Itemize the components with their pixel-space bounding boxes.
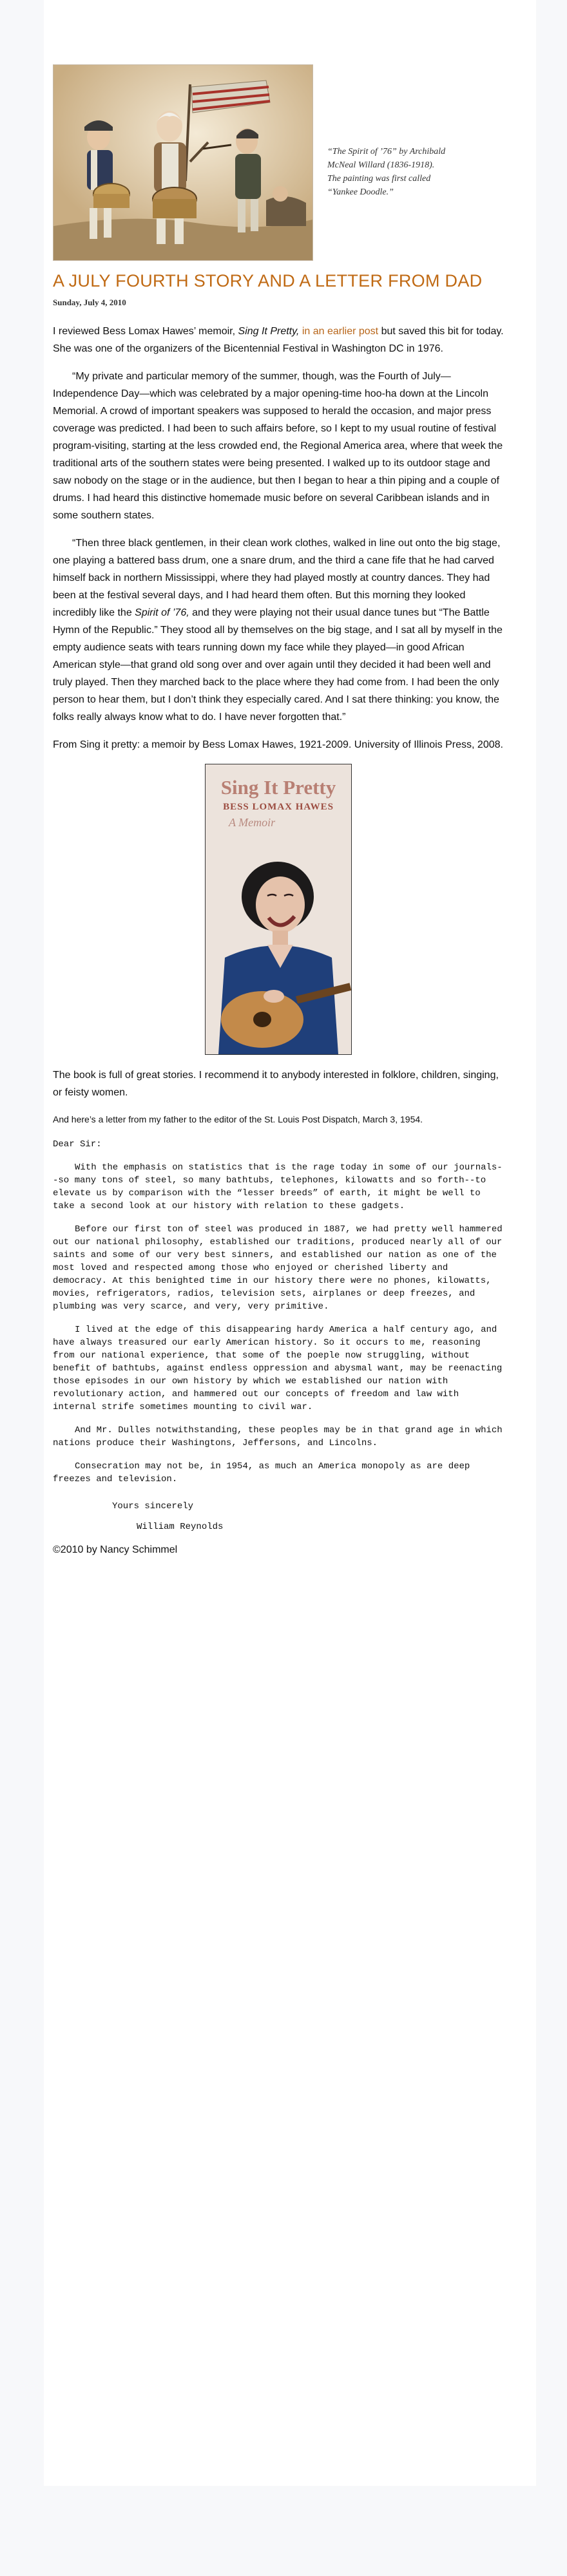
intro-text-c: but saved this bit for today. She was one of the organizers of the Bicentennial Festival in Washington DC in 1976. (53, 326, 504, 354)
post-date: Sunday, July 4, 2010 (53, 298, 126, 307)
book-cover-image (205, 764, 352, 1055)
letter-paragraph-2: Before our first ton of steel was produced in 1887, we had pretty well hammered out our national philosophy, established our traditions, produced nearly all of our saints and some of our very best sinners, and established our nation as one of the most loved and respected among those who enjoyed or cherished liberty and democracy. At this benighted time in our history there were no phones, kilowatts, movies, refrigerators, radios, television sets, airplanes or deep freezes, and plumbing was very scarce, and very, very primitive. (53, 1224, 503, 1312)
letter-paragraph-3: I lived at the edge of this disappearing hardy America a half century ago, and have always treasured our early American history. So it occurs to me, reasoning from our national experience, that some of the poeple now struggling, without benefit of bathtubs, against endless oppression and abysmal want, may be reenacting those episodes in our own history by which we established our nation with revolutionary action, and hammered out our concepts of freedom and law with internal strife sometimes mounting to civil war. (53, 1325, 503, 1412)
source-citation: From Sing it pretty: a memoir by Bess Lomax Hawes, 1921-2009. University of Illinois Press, 2008. (53, 739, 503, 750)
quote2-text-b: and they were playing not their usual dance tunes but “The Battle Hymn of the Republic.” They stood all by themselves on the big stage, and I sat all by myself in the empty audience seats with tears running down my face while they played—in good African American style—that grand old song over and over again until they decided it had been well and truly played. Then they marched back to the place where they had come from. I had been the only person to hear them, but I don’t think they especially cared. And I sat there thinking: you know, the folks really always know what to do. I have never forgotten that.” (53, 607, 503, 723)
intro-book-title: Sing It Pretty, (238, 326, 300, 337)
letter-signature: William Reynolds (137, 1522, 224, 1532)
quote-paragraph-2 (53, 535, 504, 726)
spirit-of-76-painting (53, 64, 313, 261)
earlier-post-link[interactable]: in an earlier post (302, 326, 379, 337)
intro-paragraph (53, 323, 504, 357)
letter-intro: And here’s a letter from my father to the editor of the St. Louis Post Dispatch, March 3, 1954. (53, 1114, 423, 1124)
copyright-notice: ©2010 by Nancy Schimmel (53, 1544, 178, 1555)
quote2-italic: Spirit of ’76, (135, 607, 189, 618)
letter-salutation: Dear Sir: (53, 1139, 102, 1150)
painting-caption: “The Spirit of ’76” by Archibald McNeal Willard (1836-1918). The painting was first called “Yankee Doodle.” (327, 147, 446, 197)
book-title: Sing It Pretty (220, 776, 336, 799)
quote2-text-a: “Then three black gentlemen, in their clean work clothes, walked in line out onto the big stage, one playing a battered bass drum, one a snare drum, and the third a cane fife that he had carved himself back in northern Mississippi, where they had played mostly at country dances. They had been at the festival several days, and I had heard them often. But this morning they looked incredibly like the (53, 538, 501, 618)
book-subtitle: A Memoir (229, 816, 276, 829)
hero-section (53, 64, 504, 261)
post-title[interactable]: A JULY FOURTH STORY AND A LETTER FROM DAD (53, 271, 483, 290)
letter-paragraph-5: Consecration may not be, in 1954, as much an America monopoly as are deep freezes and television. (53, 1461, 470, 1484)
letter-paragraph-4: And Mr. Dulles notwithstanding, these peoples may be in that grand age in which nations produce their Washingtons, Jeffersons, and Lincolns. (53, 1425, 503, 1448)
letter-paragraph-1: With the emphasis on statistics that is the rage today in some of our journals--so many tons of steel, so many bathtubs, telephones, kilowatts and so forth--to elevate us by comparison with the “lesser breeds” of earth, it might be well to take a second look at our history with relation to these gadgets. (53, 1162, 503, 1211)
quote-paragraph-1: “My private and particular memory of the summer, though, was the Fourth of July—Independence Day—which was celebrated by a major opening-time hoo-ha down at the Lincoln Memorial. A crowd of important speakers was supposed to herald the occasion, and major press coverage was predicted. I had been to such affairs before, so I kept to my usual routine of festival program-visiting, starting at the less crowded end, the Regional America area, where that week the traditional arts of the southern states were being presented. I walked up to its outdoor stage and saw nobody on the stage or in the audience, but then I began to hear a thin piping and a couple of drums. I had heard this distinctive homemade music before on several Caribbean islands and in some southern states. (53, 371, 503, 521)
post-content (53, 64, 504, 1558)
recommendation-paragraph: The book is full of great stories. I recommend it to anybody interested in folklore, children, singing, or feisty women. (53, 1070, 499, 1098)
book-cover-wrap (53, 764, 504, 1055)
letter-closing: Yours sincerely (112, 1501, 194, 1511)
book-author: BESS LOMAX HAWES (223, 802, 334, 812)
intro-text-a: I reviewed Bess Lomax Hawes’ memoir, (53, 326, 238, 337)
